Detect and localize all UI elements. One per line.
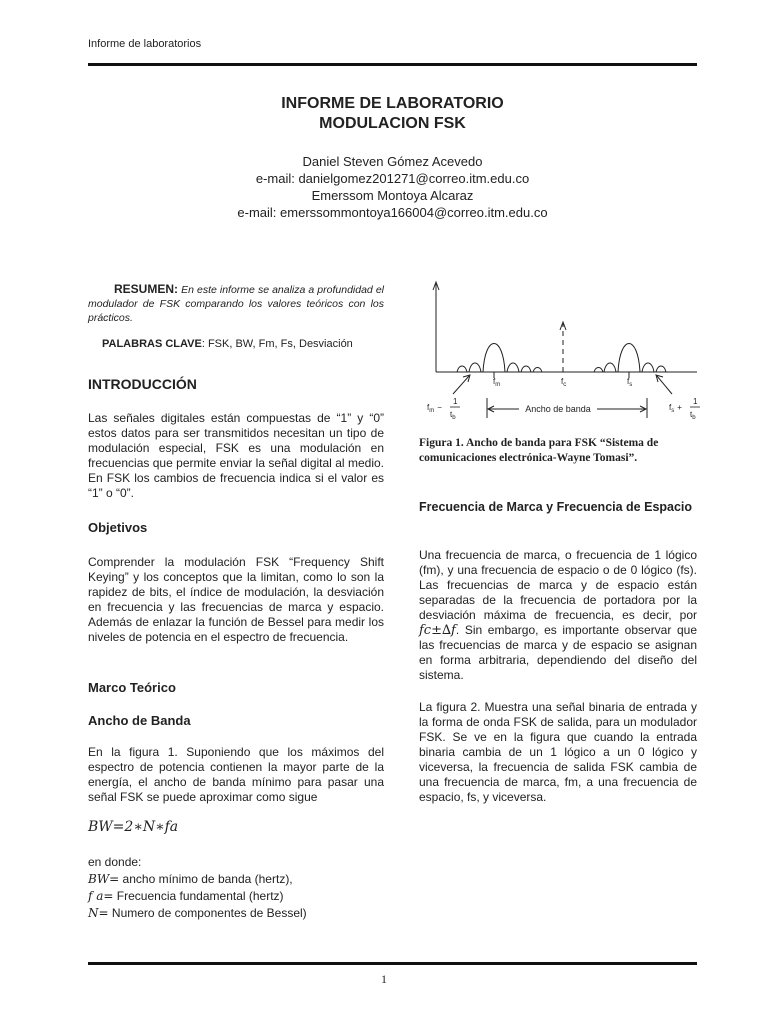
right-edge-pointer <box>657 376 672 394</box>
space-side-lobe <box>594 368 603 373</box>
def-desc: ancho mínimo de banda (hertz), <box>119 872 293 886</box>
keywords <box>88 337 384 352</box>
def-desc: Numero de componentes de Bessel) <box>108 906 307 920</box>
page-number: 1 <box>381 972 387 986</box>
author-name: Emerssom Montoya Alcaraz <box>311 188 474 203</box>
marca-text-b: . Sin embargo, es importante observar que las frecuencias de marca y de espacio se asignan en forma arbitraria, dependiendo del diseño del sistema. <box>419 623 697 682</box>
keywords-label: PALABRAS CLAVE <box>102 338 202 350</box>
report-title <box>88 94 697 134</box>
space-side-lobe <box>642 363 654 372</box>
footer-rule <box>88 962 697 965</box>
def-symbol: BW= <box>88 872 120 886</box>
def-symbol: N= <box>88 906 109 920</box>
fm-label: $f_m$ <box>493 377 501 388</box>
objetivos-paragraph: Comprender la modulación FSK “Frequency Shift Keying” y los conceptos que la limitan, como lo son la rapidez de bits, el índice de modulación, la desviación en frecuencia y las frecuencias de marca y espacio. Además de enlazar la función de Bessel para medir los niveles de potencia en el espectro de frecuencia. <box>88 555 384 644</box>
marca-text-a: Una frecuencia de marca, o frecuencia de 1 lógico (fm), y una frecuencia de espacio o de 0 lógico (fs). Las frecuencias de marca y de espacio están separadas de la frecuencia de portadora por la desviación máxima de frecuencia, es decir, por <box>419 548 697 622</box>
left-frac-num: 1 <box>453 397 458 406</box>
keywords-text: : FSK, BW, Fm, Fs, Desviación <box>201 338 353 350</box>
section-heading-marca-espacio: Frecuencia de Marca y Frecuencia de Espacio <box>419 500 693 514</box>
section-heading-marco: Marco Teórico <box>88 680 176 695</box>
left-edge-pointer <box>453 376 469 394</box>
fc-label: $f_c$ <box>561 377 567 388</box>
abstract <box>88 282 384 325</box>
left-edge-label: $f_m$ − <box>427 403 442 414</box>
definition-row <box>88 888 384 905</box>
title-line-1: INFORME DE LABORATORIO <box>281 95 504 112</box>
figure-caption: Figura 1. Ancho de banda para FSK “Sistema de comunicaciones electrónica-Wayne Tomasi”. <box>419 437 659 464</box>
running-header: Informe de laboratorios <box>88 38 202 50</box>
subheading-ancho-banda: Ancho de Banda <box>88 713 191 728</box>
section-heading-introduccion: INTRODUCCIÓN <box>88 376 197 392</box>
right-frac-den: $t_b$ <box>690 410 696 421</box>
abstract-text: En este informe se analiza a profundidad el modulador de FSK comparando los valores teóricos con los prácticos. <box>88 284 384 324</box>
mark-side-lobe <box>533 368 542 373</box>
mark-main-lobe <box>483 344 505 373</box>
right-frac-num: 1 <box>693 397 698 406</box>
band-label: Ancho de banda <box>525 404 591 414</box>
author-name: Daniel Steven Gómez Acevedo <box>302 154 483 169</box>
right-edge-label: $f_s$ + <box>669 403 682 414</box>
mark-side-lobe <box>507 363 519 372</box>
def-symbol: f a= <box>88 889 114 903</box>
bw-formula: BW=2∗N∗fa <box>88 819 179 835</box>
author-block <box>88 153 697 221</box>
inline-math: fc±∆f <box>419 623 456 638</box>
definition-row <box>88 905 384 922</box>
space-side-lobe <box>604 363 616 372</box>
definition-row <box>88 871 384 888</box>
figura2-paragraph: La figura 2. Muestra una señal binaria de entrada y la forma de onda FSK de salida, para un modulador FSK. Se ve en la figura que cuando la entrada binaria cambia de un 1 lógico a un 0 lógico y viceversa, la frecuencia de salida FSK cambia de una frecuencia de marca, fm, a una frecuencia de espacio, fs, y viceversa. <box>419 700 697 804</box>
mark-side-lobe <box>469 363 481 372</box>
header-rule <box>88 63 697 66</box>
definitions <box>88 854 384 922</box>
author-email: e-mail: danielgomez201271@correo.itm.edu.co <box>255 171 530 186</box>
mark-side-lobe <box>521 366 531 372</box>
mark-side-lobe <box>457 366 467 372</box>
marco-paragraph: En la figura 1. Suponiendo que los máximos del espectro de potencia contienen la mayor parte de la energía, el ancho de banda mínimo para pasar una señal FSK se puede aproximar como sigue <box>88 745 384 804</box>
space-main-lobe <box>618 344 640 373</box>
author-email: e-mail: emerssommontoya166004@correo.itm.edu.co <box>237 205 548 220</box>
donde-label: en donde: <box>88 855 142 869</box>
left-frac-den: $t_b$ <box>450 410 456 421</box>
fs-label: $f_s$ <box>627 377 633 388</box>
fsk-bandwidth-figure <box>419 276 709 432</box>
space-side-lobe <box>656 366 666 372</box>
def-desc: Frecuencia fundamental (hertz) <box>113 889 284 903</box>
title-line-2: MODULACION FSK <box>319 115 466 132</box>
marca-paragraph <box>419 548 697 683</box>
intro-paragraph: Las señales digitales están compuestas de “1” y “0” estos datos para ser transmitidos necesitan un tipo de modulación especial, FSK es una modulación en frecuencias que permite enviar la señal digital al medio. En FSK los cambios de frecuencia indica si el valor es “1” o “0”. <box>88 411 384 500</box>
section-heading-objetivos: Objetivos <box>88 520 148 535</box>
abstract-label: RESUMEN: <box>114 282 179 296</box>
